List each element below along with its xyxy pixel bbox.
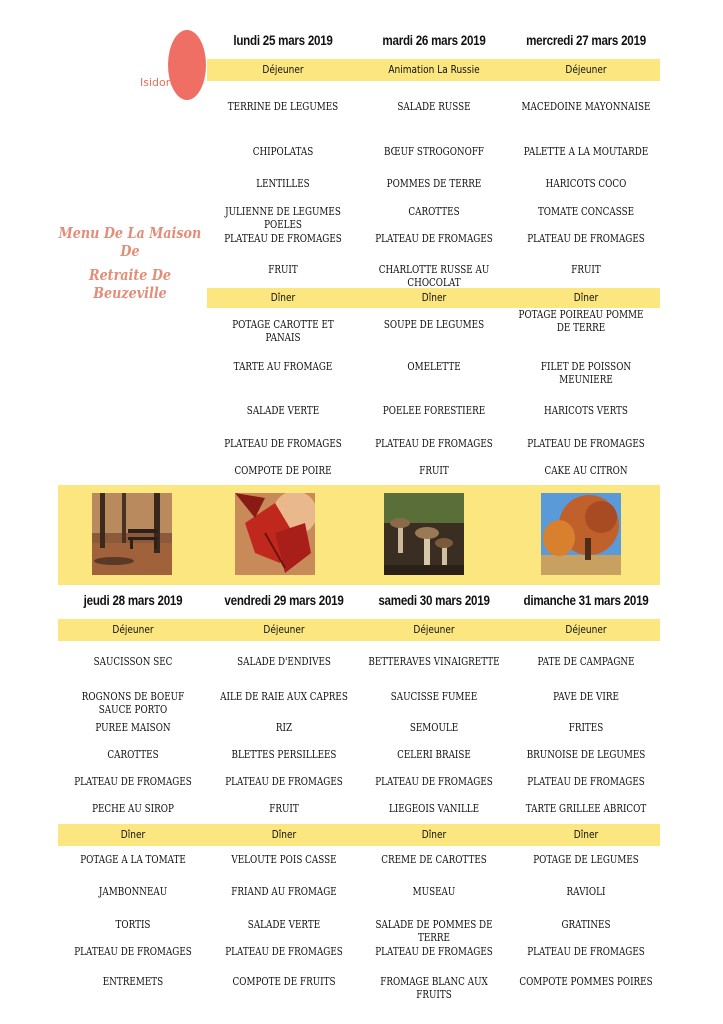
logo-circle [168,30,206,100]
dish-item: COMPOTE DE POIRE [234,464,332,477]
dish-item: FRITES [568,721,604,734]
dish-item: POTAGE POIREAU POMME DE TERRE [518,308,644,334]
day-header: mardi 26 mars 2019 [382,33,486,48]
logo-text: Isidore [140,76,177,89]
dish-item: FRUIT [268,263,298,276]
dish-item: PAVE DE VIRE [553,690,619,703]
dish-item: PLATEAU DE FROMAGES [74,945,192,958]
dish-item: BETTERAVES VINAIGRETTE [368,655,500,668]
dish-item: FILET DE POISSON MEUNIERE [540,360,632,386]
dish-item: FRUIT [269,802,299,815]
dish-item: SALADE VERTE [247,918,321,931]
dish-item: POTAGE A LA TOMATE [80,853,186,866]
dish-item: PECHE AU SIROP [92,802,174,815]
meal-label-lunch: Animation La Russie [388,63,480,76]
dish-item: HARICOTS COCO [545,177,627,190]
dish-item: SOUPE DE LEGUMES [383,318,485,331]
dish-item: RAVIOLI [566,885,606,898]
dish-item: CREME DE CAROTTES [381,853,487,866]
dish-item: GRATINES [561,918,611,931]
dish-item: LENTILLES [256,177,310,190]
day-header: mercredi 27 mars 2019 [526,33,646,48]
dish-item: LIEGEOIS VANILLE [388,802,480,815]
meal-label-dinner: Dîner [270,291,296,304]
dish-item: COMPOTE POMMES POIRES [519,975,653,988]
red-leaves-photo [235,493,315,575]
meal-label-lunch: Déjeuner [263,623,305,636]
dish-item: SALADE DE POMMES DE TERRE [375,918,493,944]
dish-item: PLATEAU DE FROMAGES [375,945,493,958]
day-header: jeudi 28 mars 2019 [83,593,183,608]
meal-label-lunch: Déjeuner [413,623,455,636]
dish-item: SAUCISSON SEC [93,655,173,668]
dish-item: POTAGE DE LEGUMES [533,853,639,866]
dish-item: POMMES DE TERRE [386,177,482,190]
park-bench-autumn-photo [92,493,172,575]
dish-item: PLATEAU DE FROMAGES [527,945,645,958]
dish-item: SALADE VERTE [246,404,320,417]
meal-label-lunch: Déjeuner [565,623,607,636]
logo [140,30,206,102]
dish-item: MUSEAU [412,885,456,898]
meal-label-lunch: Déjeuner [262,63,304,76]
dish-item: MACEDOINE MAYONNAISE [521,100,651,113]
dish-item: CELERI BRAISE [397,748,471,761]
meal-label-dinner: Dîner [421,828,447,841]
day-header: lundi 25 mars 2019 [233,33,333,48]
dish-item: PLATEAU DE FROMAGES [375,437,493,450]
dish-item: CAKE AU CITRON [544,464,628,477]
meal-label-lunch: Déjeuner [112,623,154,636]
dish-item: PLATEAU DE FROMAGES [527,232,645,245]
menu-title-line1: Menu De La Maison De [58,224,202,260]
dish-item: FRUIT [419,464,449,477]
dish-item: RIZ [275,721,293,734]
dish-item: FRIAND AU FROMAGE [231,885,337,898]
dish-item: CAROTTES [107,748,159,761]
dish-item: ROGNONS DE BOEUF SAUCE PORTO [81,690,185,716]
dish-item: PUREE MAISON [95,721,171,734]
dish-item: PLATEAU DE FROMAGES [224,232,342,245]
dish-item: AILE DE RAIE AUX CAPRES [220,690,348,703]
dish-item: SEMOULE [409,721,459,734]
dish-item: HARICOTS VERTS [544,404,628,417]
day-header: dimanche 31 mars 2019 [523,593,649,608]
day-header: samedi 30 mars 2019 [378,593,490,608]
dish-item: FROMAGE BLANC AUX FRUITS [380,975,488,1001]
dish-item: TARTE GRILLEE ABRICOT [525,802,647,815]
dish-item: OMELETTE [407,360,461,373]
dish-item: SAUCISSE FUMEE [390,690,478,703]
dish-item: JAMBONNEAU [98,885,168,898]
dish-item: PALETTE A LA MOUTARDE [523,145,649,158]
dish-item: PLATEAU DE FROMAGES [375,232,493,245]
dish-item: PLATEAU DE FROMAGES [225,775,343,788]
dish-item: CHARLOTTE RUSSE AU CHOCOLAT [378,263,490,289]
dish-item: ENTREMETS [102,975,164,988]
meal-label-lunch: Déjeuner [565,63,607,76]
dish-item: TORTIS [115,918,151,931]
dish-item: TARTE AU FROMAGE [233,360,333,373]
autumn-tree-photo [541,493,621,575]
dish-item: CAROTTES [408,205,460,218]
dish-item: TOMATE CONCASSE [537,205,635,218]
day-header: vendredi 29 mars 2019 [224,593,344,608]
meal-label-dinner: Dîner [120,828,146,841]
dish-item: SALADE D'ENDIVES [237,655,331,668]
dish-item: COMPOTE DE FRUITS [232,975,336,988]
dish-item: PLATEAU DE FROMAGES [224,437,342,450]
dish-item: PLATEAU DE FROMAGES [375,775,493,788]
dish-item: POTAGE CAROTTE ET PANAIS [232,318,334,344]
dish-item: TERRINE DE LEGUMES [227,100,339,113]
menu-title-line2: Retraite De Beuzeville [88,266,172,302]
dish-item: BRUNOISE DE LEGUMES [526,748,646,761]
dish-item: CHIPOLATAS [252,145,314,158]
dish-item: PLATEAU DE FROMAGES [527,437,645,450]
dish-item: FRUIT [571,263,601,276]
meal-label-dinner: Dîner [573,828,599,841]
dish-item: BLETTES PERSILLEES [231,748,337,761]
dish-item: POELEE FORESTIERE [382,404,486,417]
dish-item: PLATEAU DE FROMAGES [527,775,645,788]
dish-item: PLATEAU DE FROMAGES [225,945,343,958]
dish-item: SALADE RUSSE [397,100,471,113]
mushrooms-photo [384,493,464,575]
dish-item: JULIENNE DE LEGUMES POELES [225,205,341,231]
meal-label-dinner: Dîner [573,291,599,304]
meal-label-dinner: Dîner [421,291,447,304]
dish-item: VELOUTE POIS CASSE [231,853,337,866]
meal-label-dinner: Dîner [271,828,297,841]
dish-item: BŒUF STROGONOFF [383,145,485,158]
dish-item: PLATEAU DE FROMAGES [74,775,192,788]
dish-item: PATE DE CAMPAGNE [537,655,635,668]
